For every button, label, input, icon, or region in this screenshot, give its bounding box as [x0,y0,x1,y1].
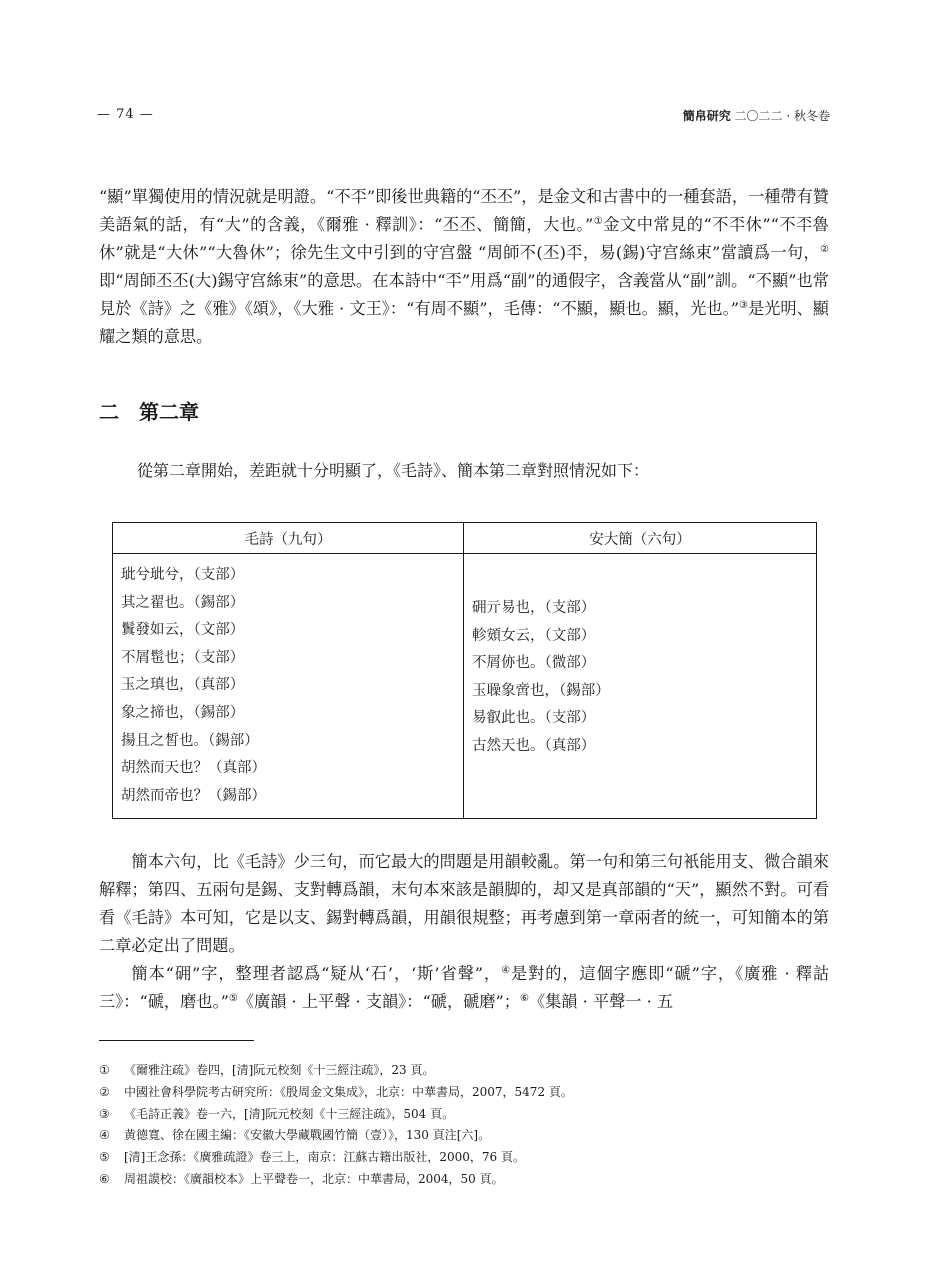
section-heading [99,396,199,425]
footnote-item [99,1169,573,1191]
left-column-header: 毛詩（九句） [113,523,464,554]
footnote-item [99,1125,573,1147]
table-header-row [113,523,817,554]
footnote-text: 中國社會科學院考古研究所：《殷周金文集成》，北京：中華書局，2007，5472 頁。 [124,1084,573,1099]
footnote-divider [99,1040,254,1041]
text-run: 是對的，這個字應即“磃”字，《廣雅 · 釋詁三》：“磃，磨也。” [99,964,830,1011]
table-line: 玉𦗵象啻也，（錫部） [472,682,610,699]
table-line: 其之翟也。（錫部） [121,594,245,611]
footnote-text: [清]王念孫：《廣雅疏證》卷三上，南京：江蘇古籍出版社，2000，76 頁。 [124,1150,525,1165]
table-line: 胡然而天也？（真部） [121,760,266,777]
paragraph-1 [99,183,829,351]
table-line: 象之揥也，（錫部） [121,704,245,721]
table-line: 砽亓易也，（支部） [472,600,596,616]
footnote-mark: ⑥ [99,1171,110,1186]
text-run: 即“周師丕丕(大)錫守宫絲束”的意思。在本詩中“㔻”用爲“副”的通假字，含義當从“副”訓。“不顯”也常見於《詩》之《雅》《頌》，《大雅 · 文王》：“有周不顯”，毛傳：“不顯，顯也。顯，光也。” [99,271,829,318]
left-column-cell [113,554,464,819]
footnote-mark: ① [99,1063,110,1077]
footnote-mark: ⑤ [99,1150,110,1165]
right-column-cell [464,554,817,819]
footnote-ref-6[interactable]: ⑥ [519,993,529,1004]
table-line: 玼兮玼兮，（支部） [121,567,245,583]
footnote-item [99,1104,573,1126]
page-header [97,107,830,127]
comparison-table [112,522,817,819]
footnote-text: 《毛詩正義》卷一六，[清]阮元校刻《十三經注疏》，504 頁。 [124,1106,455,1121]
footnote-ref-5[interactable]: ⑤ [228,993,238,1004]
footnote-mark: ④ [99,1128,110,1143]
text-run: 《集韻 · 平聲一 · 五 [528,992,674,1011]
footnote-mark: ③ [99,1106,110,1121]
footnotes [99,1060,573,1191]
table-line: 玉之瑱也，（真部） [121,677,245,694]
table-body-row [113,554,817,819]
table-line: 揚且之皙也。（錫部） [121,732,259,749]
footnote-ref-2[interactable]: ② [820,244,829,255]
paragraph-2-text: 簡本六句，比《毛詩》少三句，而它最大的問題是用韻較亂。第一句和第三句衹能用支、微合韻來解釋；第四、五兩句是錫、支對轉爲韻，末句本來該是韻脚的，却又是真部韻的“天”，顯然不對。可看看《毛詩》本可知，它是以支、錫對轉爲韻，用韻很規整；再考慮到第一章兩者的統一，可知簡本的第二章必定出了問題。 [99,852,829,955]
right-column-header: 安大簡（六句） [464,523,817,554]
journal-title: 簡帛研究 [682,109,731,123]
table-line: 不屑㑊也。（微部） [472,655,596,672]
section-number: 二 [99,400,119,424]
footnote-text: 《爾雅注疏》卷四，[清]阮元校刻《十三經注疏》，23 頁。 [124,1063,435,1077]
table-line: 軫頞女云，（文部） [472,627,596,644]
table-line: 古然天也。（真部） [472,737,596,754]
footnote-item [99,1060,573,1082]
footnote-ref-4[interactable]: ④ [501,965,511,976]
page-number: — 74 — [97,107,154,122]
table-line: 鬒發如云，（文部） [121,622,245,639]
table-line: 易叡此也。（支部） [472,710,596,727]
text-run: 金文中常見的“不㔻休”“不㔻魯休”就是“大休”“大魯休”；徐先生文中引到的守宫盤 “周師不(丕)㔻，易(錫)守宫絲束”當讀爲一句， [99,215,829,262]
running-head [683,107,830,124]
intro-paragraph: 從第二章開始，差距就十分明顯了，《毛詩》、簡本第二章對照情況如下： [137,461,650,480]
footnote-text: 黄德寬、徐在國主編：《安徽大學藏戰國竹簡（壹）》，130 頁注[六]。 [124,1128,491,1143]
footnote-ref-3[interactable]: ③ [739,300,748,311]
text-run: 《廣韻 · 上平聲 · 支韻》：“磃，磃磨”； [237,992,520,1011]
section-title-text: 第二章 [139,400,199,424]
footnote-mark: ② [99,1084,110,1099]
paragraph-2 [99,848,829,960]
footnote-item [99,1147,573,1169]
paragraph-3 [99,960,829,1016]
footnote-text: 周祖謨校：《廣韻校本》上平聲卷一，北京：中華書局，2004，50 頁。 [124,1171,504,1186]
table-line: 胡然而帝也？（錫部） [121,787,266,804]
text-run: 是光明、顯耀之類的意思。 [99,299,829,346]
table-line: 不屑髢也；（支部） [121,649,245,666]
footnote-ref-1[interactable]: ① [593,216,604,227]
text-run: “顯”單獨使用的情況就是明證。“不㔻”即後世典籍的“丕丕”，是金文和古書中的一種套語，一種帶有贊美語氣的話，有“大”的含義，《爾雅 · 釋訓》：“丕丕、簡簡，大也。” [99,187,829,234]
journal-issue: 二〇二二 · 秋冬卷 [734,109,830,123]
text-run: 簡本“砽”字，整理者認爲“疑从‘石’，‘斯’省聲”， [131,964,502,983]
footnote-item [99,1082,573,1104]
